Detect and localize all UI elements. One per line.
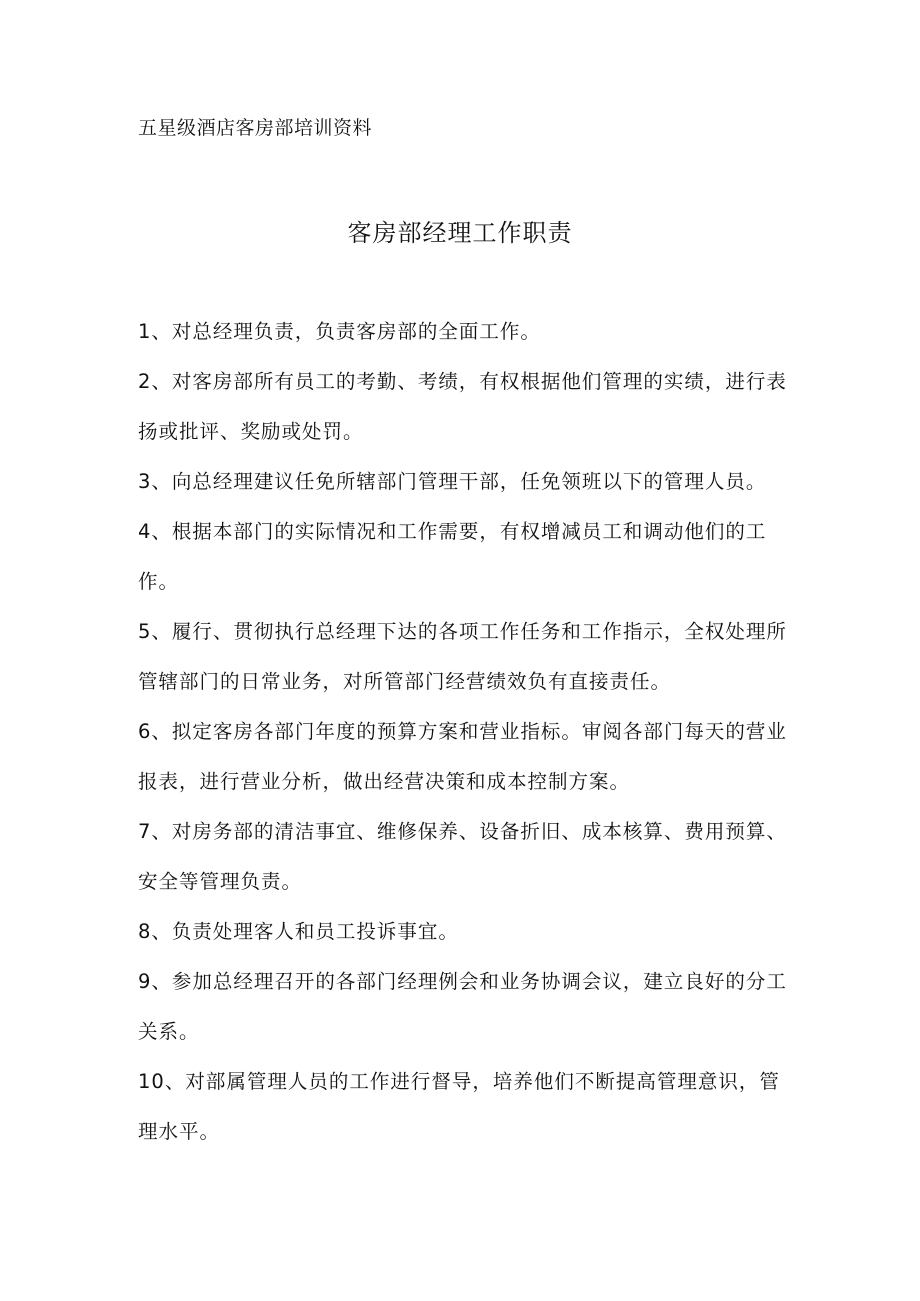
- page-title: 客房部经理工作职责: [347, 219, 573, 247]
- duty-item-8: 8、负责处理客人和员工投诉事宜。: [138, 920, 459, 943]
- duty-item-9: 9、参加总经理召开的各部门经理例会和业务协调会议，建立良好的分工关系。: [138, 970, 787, 1043]
- duty-item-6: 6、拟定客房各部门年度的预算方案和营业指标。审阅各部门每天的营业报表，进行营业分析，做出经营决策和成本控制方案。: [138, 720, 787, 793]
- duty-item-5: 5、履行、贯彻执行总经理下达的各项工作任务和工作指示，全权处理所管辖部门的日常业务，对所管部门经营绩效负有直接责任。: [138, 620, 787, 693]
- duty-item-1: 1、对总经理负责，负责客房部的全面工作。: [138, 320, 541, 343]
- duty-item-7: 7、对房务部的清洁事宜、维修保养、设备折旧、成本核算、费用预算、安全等管理负责。: [138, 820, 787, 893]
- duty-item-10: 10、对部属管理人员的工作进行督导，培养他们不断提高管理意识，管理水平。: [138, 1070, 780, 1143]
- duty-item-2: 2、对客房部所有员工的考勤、考绩，有权根据他们管理的实绩，进行表扬或批评、奖励或处罚。: [138, 370, 787, 443]
- document-header: 五星级酒店客房部培训资料: [138, 117, 373, 139]
- duty-item-3: 3、向总经理建议任免所辖部门管理干部，任免领班以下的管理人员。: [138, 470, 767, 493]
- duty-list: [138, 307, 798, 1157]
- duty-item-4: 4、根据本部门的实际情况和工作需要，有权增减员工和调动他们的工作。: [138, 520, 767, 593]
